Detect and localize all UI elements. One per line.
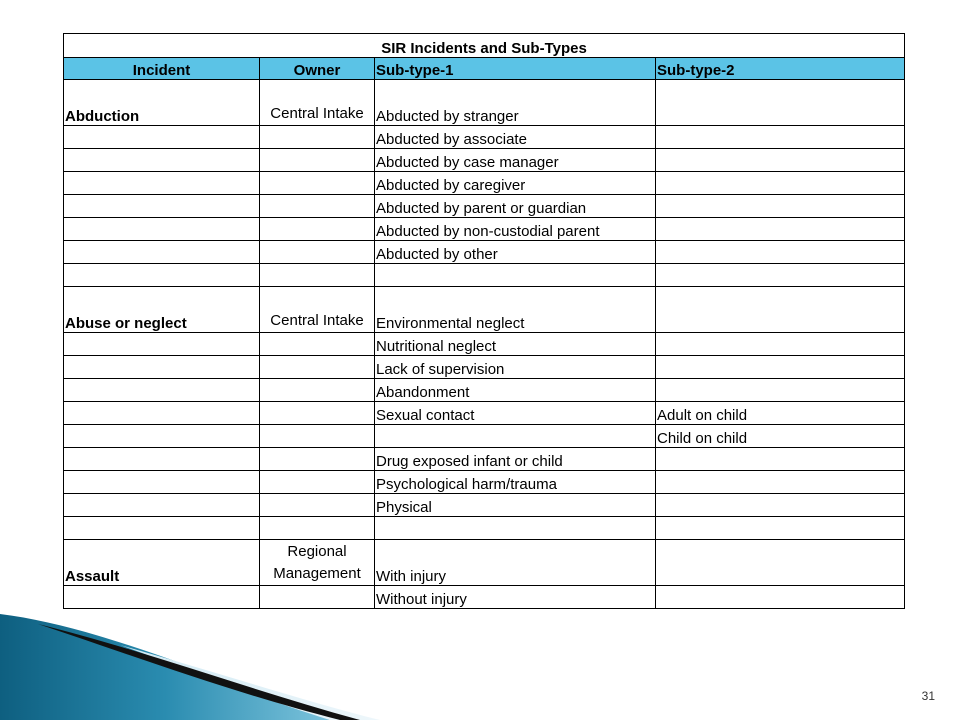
cell-sub-type-2 <box>656 195 905 218</box>
table-row <box>64 333 905 356</box>
cell-sub-type-2 <box>656 586 905 609</box>
cell-sub-type-1: Environmental neglect <box>375 287 656 333</box>
cell-sub-type-1: Without injury <box>375 586 656 609</box>
cell-owner <box>260 195 375 218</box>
cell-sub-type-2 <box>656 218 905 241</box>
cell-incident <box>64 264 260 287</box>
cell-sub-type-1: Abducted by stranger <box>375 80 656 126</box>
cell-sub-type-2 <box>656 356 905 379</box>
table-row <box>64 402 905 425</box>
table-row <box>64 379 905 402</box>
cell-owner: Regional Management <box>260 540 375 586</box>
cell-incident <box>64 402 260 425</box>
page-number: 31 <box>921 689 935 703</box>
cell-incident <box>64 149 260 172</box>
cell-sub-type-1: Abducted by non-custodial parent <box>375 218 656 241</box>
cell-sub-type-2 <box>656 172 905 195</box>
cell-owner <box>260 333 375 356</box>
cell-owner <box>260 149 375 172</box>
cell-incident <box>64 356 260 379</box>
cell-sub-type-2 <box>656 333 905 356</box>
cell-owner: Central Intake <box>260 80 375 126</box>
table-row <box>64 425 905 448</box>
cell-sub-type-2 <box>656 379 905 402</box>
table-row <box>64 517 905 540</box>
cell-incident <box>64 425 260 448</box>
cell-owner <box>260 241 375 264</box>
cell-sub-type-2 <box>656 241 905 264</box>
cell-incident <box>64 379 260 402</box>
header-sub-type-1: Sub-type-1 <box>375 58 656 80</box>
table-row <box>64 195 905 218</box>
cell-owner: Central Intake <box>260 287 375 333</box>
cell-sub-type-1: Abandonment <box>375 379 656 402</box>
cell-sub-type-2 <box>656 517 905 540</box>
table-title-row <box>64 34 905 58</box>
table-title: SIR Incidents and Sub-Types <box>64 34 905 58</box>
cell-incident <box>64 241 260 264</box>
cell-incident: Assault <box>64 540 260 586</box>
cell-owner <box>260 172 375 195</box>
cell-owner <box>260 264 375 287</box>
cell-owner <box>260 356 375 379</box>
cell-owner <box>260 379 375 402</box>
cell-sub-type-1 <box>375 425 656 448</box>
cell-sub-type-1: Psychological harm/trauma <box>375 471 656 494</box>
cell-incident <box>64 448 260 471</box>
table-row <box>64 287 905 333</box>
cell-owner <box>260 448 375 471</box>
table-header-row <box>64 58 905 80</box>
header-owner: Owner <box>260 58 375 80</box>
cell-incident: Abduction <box>64 80 260 126</box>
cell-sub-type-2: Adult on child <box>656 402 905 425</box>
cell-incident <box>64 517 260 540</box>
cell-sub-type-1: Abducted by case manager <box>375 149 656 172</box>
sir-incidents-table <box>63 33 905 609</box>
table-row <box>64 241 905 264</box>
cell-sub-type-2 <box>656 540 905 586</box>
cell-owner <box>260 402 375 425</box>
cell-incident <box>64 494 260 517</box>
table-row <box>64 494 905 517</box>
table-row <box>64 218 905 241</box>
cell-owner <box>260 471 375 494</box>
cell-incident <box>64 471 260 494</box>
cell-sub-type-2 <box>656 494 905 517</box>
table-row <box>64 172 905 195</box>
cell-sub-type-1: Lack of supervision <box>375 356 656 379</box>
cell-incident <box>64 172 260 195</box>
cell-sub-type-1: Abducted by associate <box>375 126 656 149</box>
cell-incident <box>64 126 260 149</box>
cell-incident: Abuse or neglect <box>64 287 260 333</box>
decorative-swoosh <box>0 600 380 720</box>
cell-sub-type-1: Sexual contact <box>375 402 656 425</box>
cell-incident <box>64 195 260 218</box>
table-row <box>64 586 905 609</box>
cell-sub-type-1: Abducted by parent or guardian <box>375 195 656 218</box>
cell-sub-type-1: Physical <box>375 494 656 517</box>
cell-incident <box>64 586 260 609</box>
cell-sub-type-2 <box>656 264 905 287</box>
cell-sub-type-1 <box>375 264 656 287</box>
cell-sub-type-1: Nutritional neglect <box>375 333 656 356</box>
cell-sub-type-2 <box>656 126 905 149</box>
cell-owner <box>260 126 375 149</box>
cell-sub-type-1 <box>375 517 656 540</box>
cell-sub-type-2: Child on child <box>656 425 905 448</box>
cell-sub-type-1: Abducted by other <box>375 241 656 264</box>
cell-owner <box>260 586 375 609</box>
table-row <box>64 356 905 379</box>
table-body <box>64 80 905 609</box>
cell-owner <box>260 218 375 241</box>
cell-sub-type-2 <box>656 471 905 494</box>
table-row <box>64 471 905 494</box>
cell-incident <box>64 333 260 356</box>
cell-owner <box>260 494 375 517</box>
cell-sub-type-1: Drug exposed infant or child <box>375 448 656 471</box>
cell-sub-type-1: Abducted by caregiver <box>375 172 656 195</box>
cell-owner <box>260 425 375 448</box>
header-incident: Incident <box>64 58 260 80</box>
table-row <box>64 149 905 172</box>
cell-sub-type-2 <box>656 149 905 172</box>
cell-sub-type-2 <box>656 80 905 126</box>
table-row <box>64 80 905 126</box>
table-row <box>64 264 905 287</box>
table-row <box>64 448 905 471</box>
cell-owner <box>260 517 375 540</box>
cell-sub-type-2 <box>656 448 905 471</box>
cell-sub-type-1: With injury <box>375 540 656 586</box>
table-row <box>64 126 905 149</box>
header-sub-type-2: Sub-type-2 <box>656 58 905 80</box>
cell-sub-type-2 <box>656 287 905 333</box>
table-row <box>64 540 905 586</box>
cell-incident <box>64 218 260 241</box>
